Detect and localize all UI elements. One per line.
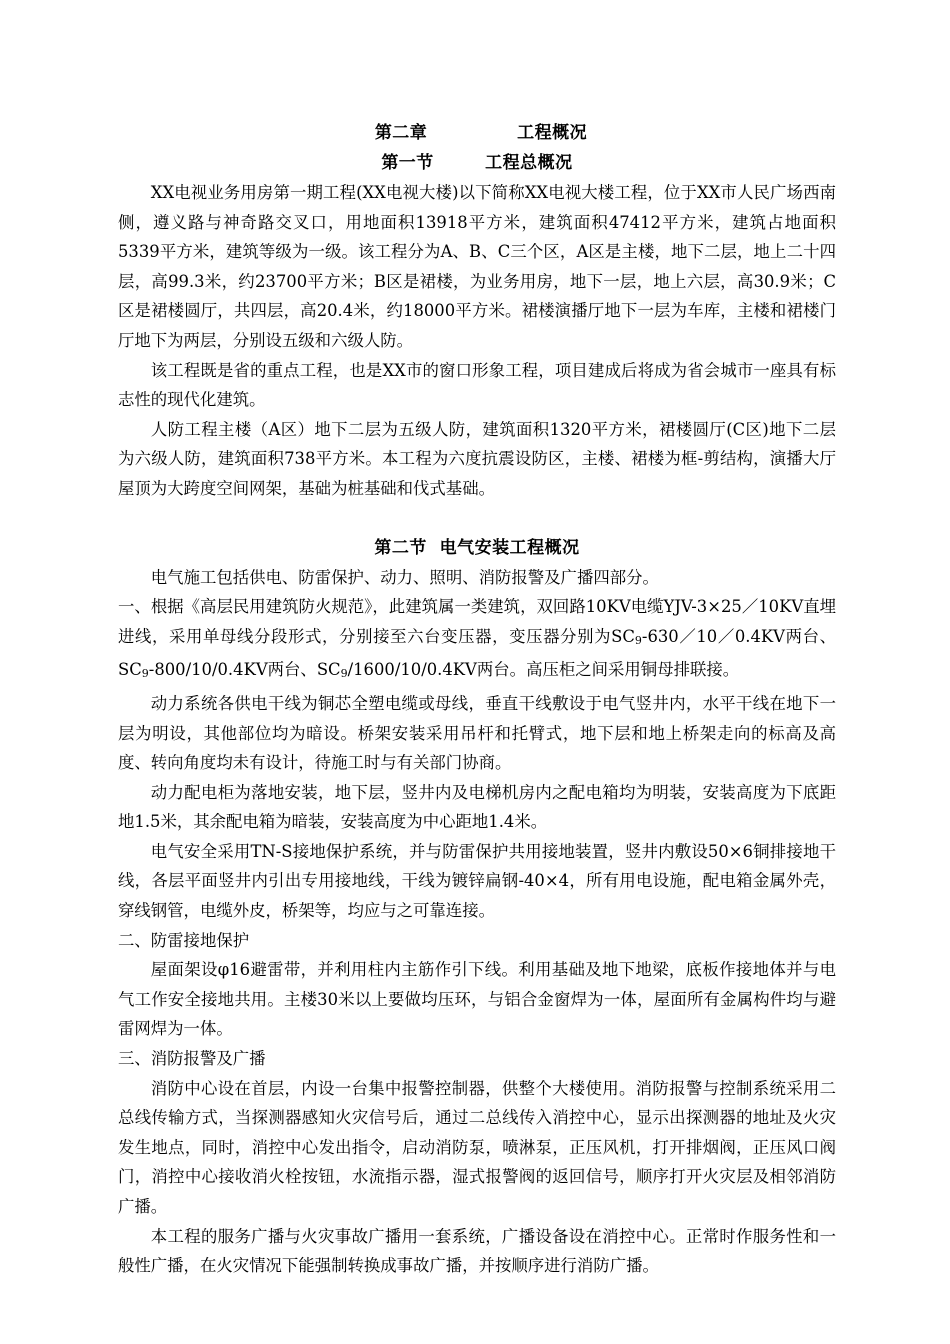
power-supply-text-d: /1600/10/0.4KV两台。高压柜之间采用铜母排联接。 [347, 660, 740, 680]
paragraph-distribution-box: 动力配电柜为落地安装，地下层，竖井内及电梯机房内之配电箱均为明装，安装高度为下底距地1.5米，其余配电箱为暗装，安装高度为中心距地1.4米。 [118, 782, 836, 832]
subscript-9: 9 [634, 633, 642, 647]
subscript-9: 9 [340, 667, 348, 681]
paragraph-project-overview: XX电视业务用房第一期工程(XX电视大楼)以下简称XX电视大楼工程，位于XX市人民广场西南侧，遵义路与神奇路交叉口，用地面积13918平方米，建筑面积47412平方米，建筑占地面积5339平方米，建筑等级为一级。该工程分为A、B、C三个区，A区是主楼，地下二层，地上二十四层，高99.3米，约23700平方米；B区是裙楼，为业务用房，地下一层，地上六层，高30.9米；C区是裙楼圆厅，共四层，高20.4米，约18000平方米。裙楼演播厅地下一层为车库，主楼和裙楼门厅地下为两层，分别设五级和六级人防。 [118, 183, 836, 350]
subscript-9: 9 [141, 667, 149, 681]
document-page [118, 118, 836, 1281]
paragraph-power-trunk: 动力系统各供电干线为铜芯全塑电缆或母线，垂直干线敷设于电气竖井内，水平干线在地下一层为明设，其他部位均为暗设。桥架安装采用吊杆和托臂式，地下层和地上桥架走向的标高及高度、转向角度均未有设计，待施工时与有关部门协商。 [118, 693, 836, 773]
power-supply-text-c: -800/10/0.4KV两台、SC [148, 660, 341, 680]
heading-lightning-protection: 二、防雷接地保护 [118, 930, 250, 950]
section1-title: 第一节 工程总概况 [381, 153, 573, 173]
paragraph-fire-alarm-center: 消防中心设在首层，内设一台集中报警控制器，供整个大楼使用。消防报警与控制系统采用二总线传输方式，当探测器感知火灾信号后，通过二总线传入消控中心，显示出探测器的地址及火灾发生地点，同时，消控中心发出指令，启动消防泵，喷淋泵，正压风机，打开排烟阀，正压风口阀门，消控中心接收消火栓按钮，水流指示器，湿式报警阀的返回信号，顺序打开火灾层及相邻消防广播。 [118, 1078, 836, 1216]
paragraph-power-supply [118, 592, 836, 689]
paragraph-civil-defense: 人防工程主楼（A区）地下二层为五级人防，建筑面积1320平方米，裙楼圆厅(C区)地下二层为六级人防，建筑面积738平方米。本工程为六度抗震设防区，主楼、裙楼为框-剪结构，演播大厅屋顶为大跨度空间网架，基础为桩基础和伐式基础。 [118, 419, 836, 498]
section2-title: 第二节 电气安装工程概况 [374, 537, 580, 558]
paragraph-broadcast: 本工程的服务广播与火灾事故广播用一套系统，广播设备设在消控中心。正常时作服务性和一般性广播，在火灾情况下能强制转换成事故广播，并按顺序进行消防广播。 [118, 1226, 836, 1276]
power-supply-text-b: -630／10／0.4KV两台、SC [118, 626, 836, 680]
paragraph-key-project: 该工程既是省的重点工程，也是XX市的窗口形象工程，项目建成后将成为省会城市一座具有标志性的现代化建筑。 [118, 360, 836, 410]
chapter-title: 第二章 工程概况 [374, 123, 588, 143]
power-supply-text-a: 一、根据《高层民用建筑防火规范》，此建筑属一类建筑，双回路10KV电缆YJV-3×25／10KV直埋进线，采用单母线分段形式，分别接至六台变压器，变压器分别为SC [118, 597, 836, 646]
heading-fire-alarm: 三、消防报警及广播 [118, 1049, 266, 1069]
paragraph-grounding-system: 电气安全采用TN-S接地保护系统，并与防雷保护共用接地装置，竖井内敷设50×6铜排接地干线，各层平面竖井内引出专用接地线，干线为镀锌扁钢-40×4，所有用电设施，配电箱金属外壳，穿线钢管，电缆外皮，桥架等，均应与之可靠连接。 [118, 841, 836, 921]
section-gap [118, 504, 836, 533]
paragraph-lightning-protection: 屋面架设φ16避雷带，并利用柱内主筋作引下线。利用基础及地下地梁，底板作接地体并与电气工作安全接地共用。主楼30米以上要做均压环，与铝合金窗焊为一体，屋面所有金属构件均与避雷网焊为一体。 [118, 960, 836, 1039]
paragraph-electrical-intro: 电气施工包括供电、防雷保护、动力、照明、消防报警及广播四部分。 [150, 567, 659, 587]
